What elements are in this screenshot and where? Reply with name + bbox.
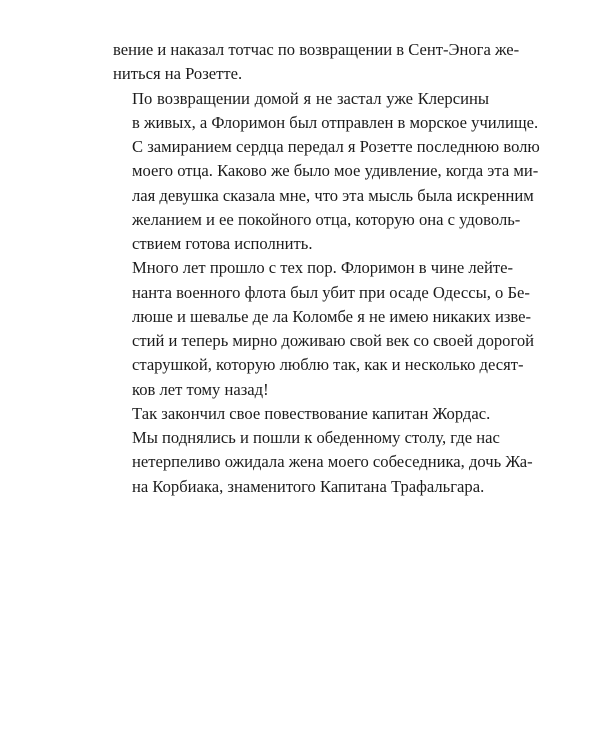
text-line: ков лет тому назад! bbox=[132, 379, 269, 399]
paragraph-2 bbox=[113, 87, 540, 257]
text-line: в живых, а Флоримон был отправлен в морское училище. bbox=[132, 112, 539, 132]
text-line: ствием готова исполнить. bbox=[132, 234, 313, 253]
text-line: По возвращении домой я не застал уже Клерсины bbox=[132, 88, 489, 108]
paragraph-5 bbox=[113, 426, 533, 499]
text-line: Так закончил свое повествование капитан Жордас. bbox=[132, 403, 491, 423]
text-line: лая девушка сказала мне, что эта мысль была искренним bbox=[132, 185, 534, 205]
text-line: Много лет прошло с тех пор. Флоримон в чине лейте- bbox=[132, 258, 514, 278]
text-line: вение и наказал тотчас по возвращении в Сент-Эногa же- bbox=[113, 40, 520, 59]
paragraph-4 bbox=[113, 402, 489, 426]
text-line: желанием и ее покойного отца, которую она с удоволь- bbox=[132, 209, 521, 229]
text-line: нетерпеливо ожидала жена моего собеседника, дочь Жа- bbox=[132, 452, 533, 472]
text-line: старушкой, которую люблю так, как и несколько десят- bbox=[132, 355, 524, 375]
paragraph-3 bbox=[113, 256, 535, 402]
text-line: стий и теперь мирно доживаю свой век со своей дорогой bbox=[132, 331, 535, 350]
text-line: С замиранием сердца передал я Розетте последнюю волю bbox=[132, 137, 540, 156]
text-line: нанта военного флота был убит при осаде Одессы, о Бе- bbox=[132, 282, 530, 302]
text-line: моего отца. Каково же было мое удивление, когда эта ми- bbox=[132, 161, 539, 181]
text-line: ниться на Розетте. bbox=[113, 64, 243, 84]
body-text bbox=[113, 38, 540, 499]
paragraph-1 bbox=[113, 38, 520, 87]
text-line: люше и шевалье де ла Коломбе я не имею никаких изве- bbox=[132, 306, 532, 326]
text-line: на Корбиака, знаменитого Капитана Трафальгара. bbox=[132, 476, 485, 496]
text-line: Мы поднялись и пошли к обеденному столу, где нас bbox=[132, 428, 500, 447]
